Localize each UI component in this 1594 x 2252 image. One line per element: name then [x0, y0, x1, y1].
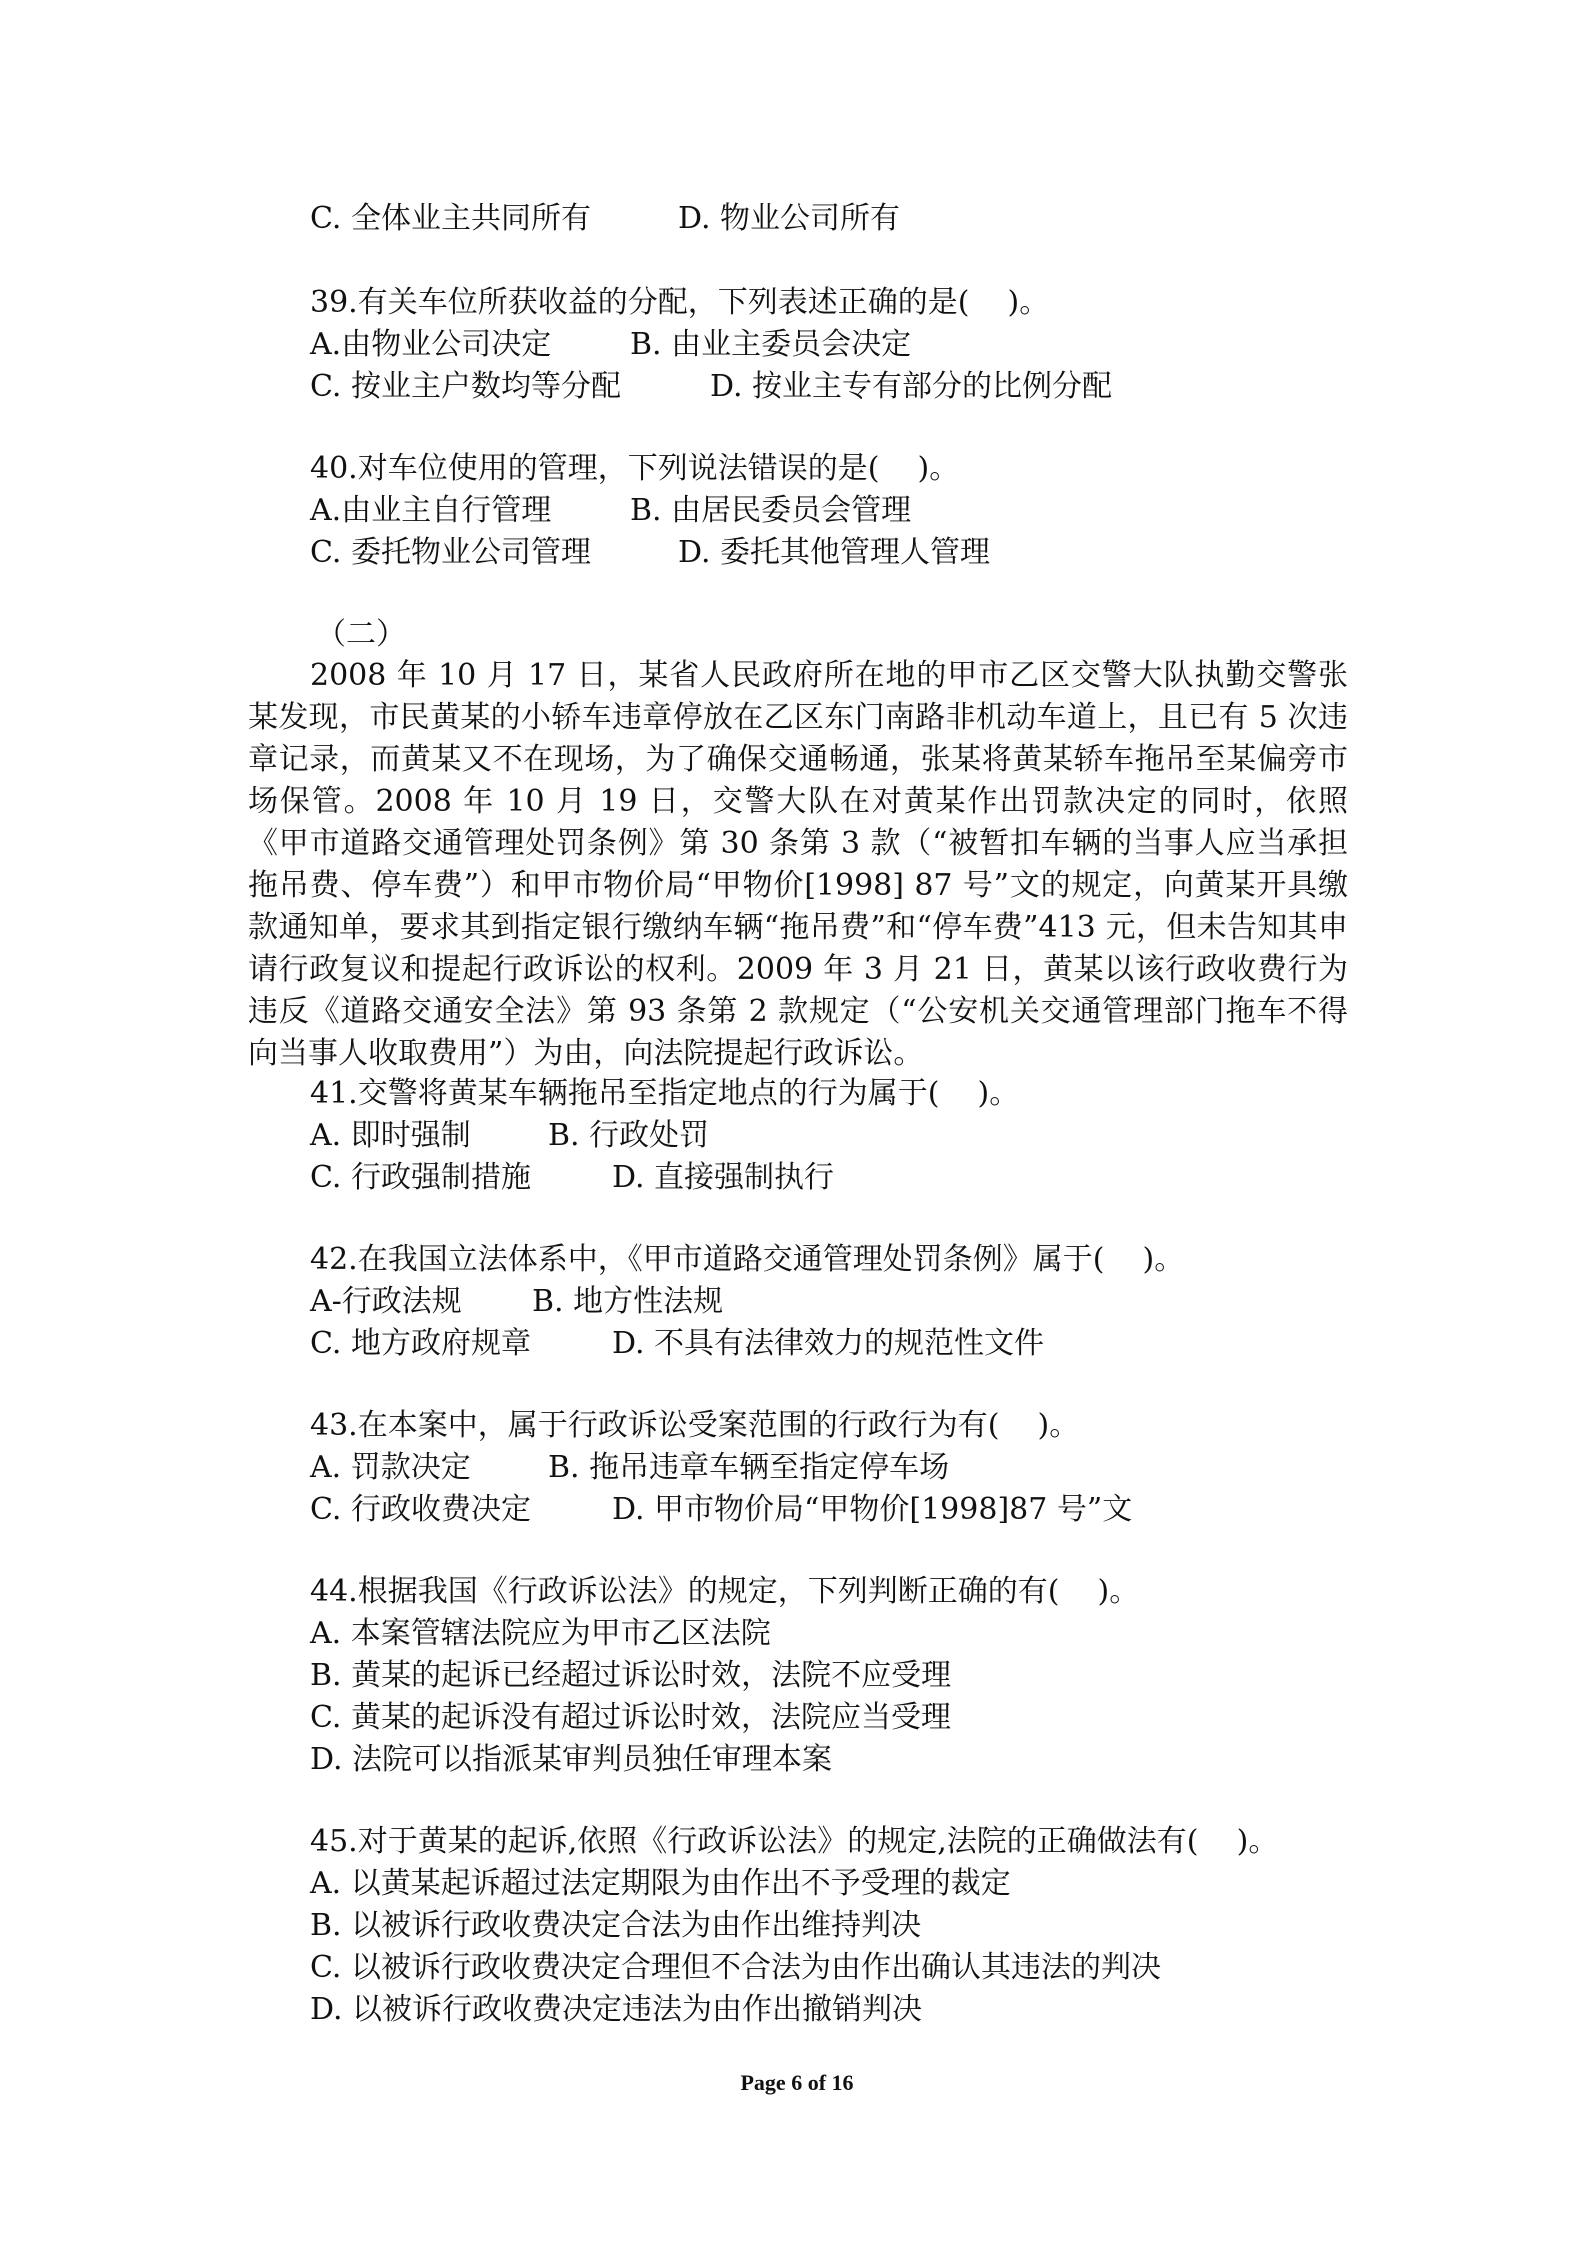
q40-option-d: D. 委托其他管理人管理: [678, 535, 991, 570]
q40-option-c: C. 委托物业公司管理: [310, 535, 591, 570]
q43-option-c: C. 行政收费决定: [310, 1492, 531, 1527]
q45-option-b: B. 以被诉行政收费决定合法为由作出维持判决: [310, 1908, 922, 1943]
q38-option-c: C. 全体业主共同所有: [310, 201, 591, 236]
q40-stem: 40.对车位使用的管理，下列说法错误的是( )。: [310, 451, 960, 486]
q44-option-d: D. 法院可以指派某审判员独任审理本案: [310, 1742, 833, 1777]
section-heading: （二）: [316, 617, 406, 652]
q39-option-d: D. 按业主专有部分的比例分配: [710, 369, 1113, 404]
q42-option-b: B. 地方性法规: [532, 1284, 724, 1319]
page-number: Page 6 of 16: [740, 2070, 854, 2095]
q42-option-a: A-行政法规: [310, 1284, 462, 1319]
q38-option-d: D. 物业公司所有: [678, 201, 901, 236]
q43-option-b: B. 拖吊违章车辆至指定停车场: [548, 1450, 950, 1485]
q44-option-a: A. 本案管辖法院应为甲市乙区法院: [310, 1616, 771, 1651]
case-paragraph: [248, 655, 1348, 1075]
q41-option-a: A. 即时强制: [310, 1118, 471, 1153]
q44-option-b: B. 黄某的起诉已经超过诉讼时效，法院不应受理: [310, 1658, 952, 1693]
q45-stem: 45.对于黄某的起诉,依照《行政诉讼法》的规定,法院的正确做法有( )。: [310, 1824, 1279, 1859]
q39-option-c: C. 按业主户数均等分配: [310, 369, 621, 404]
q43-option-a: A. 罚款决定: [310, 1450, 471, 1485]
q40-option-b: B. 由居民委员会管理: [630, 493, 912, 528]
q41-stem: 41.交警将黄某车辆拖吊至指定地点的行为属于( )。: [310, 1076, 1020, 1111]
q42-option-c: C. 地方政府规章: [310, 1326, 531, 1361]
q43-stem: 43.在本案中，属于行政诉讼受案范围的行政行为有( )。: [310, 1408, 1080, 1443]
q39-stem: 39.有关车位所获收益的分配，下列表述正确的是( )。: [310, 285, 1050, 320]
q45-option-d: D. 以被诉行政收费决定违法为由作出撤销判决: [310, 1992, 923, 2027]
case-text: 2008 年 10 月 17 日，某省人民政府所在地的甲市乙区交警大队执勤交警张某发现，市民黄某的小轿车违章停放在乙区东门南路非机动车道上，且已有 5 次违章记录，而黄某又不在现场，为了确保交通畅通，张某将黄某轿车拖吊至某偏旁市场保管。2008 年 10 月 19 日，交警大队在对黄某作出罚款决定的同时，依照《甲市道路交通管理处罚条例》第 30 条第 3 款（“被暂扣车辆的当事人应当承担拖吊费、停车费”）和甲市物价局“甲物价[1998] 87 号”文的规定，向黄某开具缴款通知单，要求其到指定银行缴纳车辆“拖吊费”和“停车费”413 元，但未告知其申请行政复议和提起行政诉讼的权利。2009 年 3 月 21 日，黄某以该行政收费行为违反《道路交通安全法》第 93 条第 2 款规定（“公安机关交通管理部门拖车不得向当事人收取费用”）为由，向法院提起行政诉讼。: [248, 658, 1348, 1071]
q42-stem: 42.在我国立法体系中，《甲市道路交通管理处罚条例》属于( )。: [310, 1242, 1185, 1277]
q40-option-a: A.由业主自行管理: [310, 493, 552, 528]
q39-option-b: B. 由业主委员会决定: [630, 327, 912, 362]
q44-stem: 44.根据我国《行政诉讼法》的规定，下列判断正确的有( )。: [310, 1574, 1140, 1609]
q41-option-b: B. 行政处罚: [548, 1118, 710, 1153]
q44-option-c: C. 黄某的起诉没有超过诉讼时效，法院应当受理: [310, 1700, 951, 1735]
q43-option-d: D. 甲市物价局“甲物价[1998]87 号”文: [612, 1492, 1133, 1527]
q41-option-c: C. 行政强制措施: [310, 1160, 531, 1195]
q41-option-d: D. 直接强制执行: [612, 1160, 835, 1195]
q42-option-d: D. 不具有法律效力的规范性文件: [612, 1326, 1045, 1361]
q39-option-a: A.由物业公司决定: [310, 327, 552, 362]
q45-option-a: A. 以黄某起诉超过法定期限为由作出不予受理的裁定: [310, 1866, 1011, 1901]
q45-option-c: C. 以被诉行政收费决定合理但不合法为由作出确认其违法的判决: [310, 1950, 1161, 1985]
